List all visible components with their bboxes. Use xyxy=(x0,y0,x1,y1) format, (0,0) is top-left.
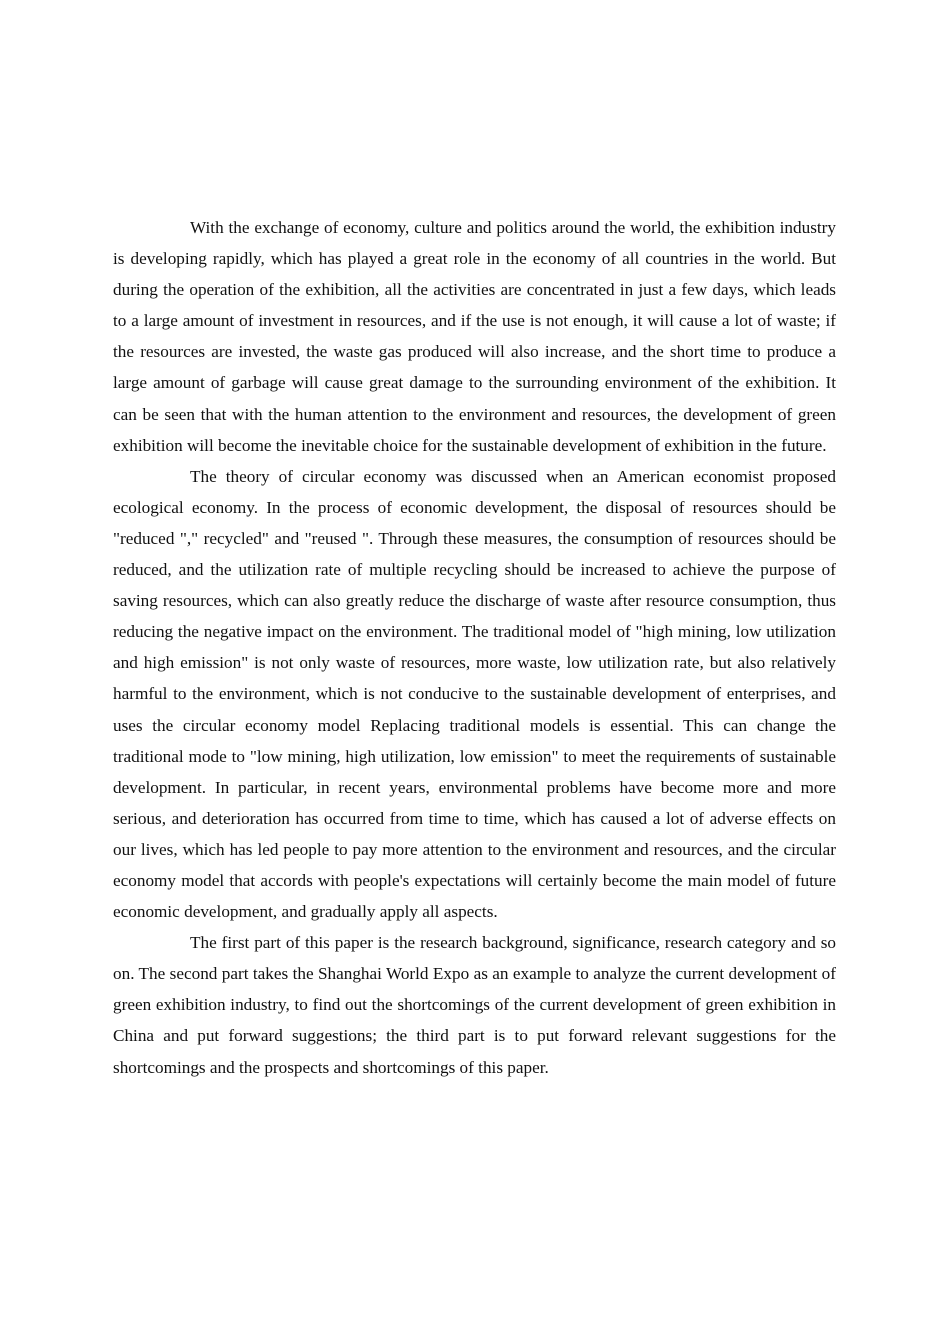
paragraph-paper-structure: The first part of this paper is the research background, significance, research category and so on. The second part takes the Shanghai World Expo as an example to analyze the current development of green exhibition industry, to find out the shortcomings of the current development of green exhibition in China and put forward suggestions; the third part is to put forward relevant suggestions for the shortcomings and the prospects and shortcomings of this paper. xyxy=(113,933,836,1077)
paragraph-intro-exhibition-industry: With the exchange of economy, culture and politics around the world, the exhibition industry is developing rapidly, which has played a great role in the economy of all countries in the world. But during the operation of the exhibition, all the activities are concentrated in just a few days, which leads to a large amount of investment in resources, and if the use is not enough, it will cause a lot of waste; if the resources are invested, the waste gas produced will also increase, and the short time to produce a large amount of garbage will cause great damage to the surrounding environment of the exhibition. It can be seen that with the human attention to the environment and resources, the development of green exhibition will become the inevitable choice for the sustainable development of exhibition in the future. xyxy=(113,218,836,455)
body-text xyxy=(113,212,836,1083)
paragraph-circular-economy-theory: The theory of circular economy was discussed when an American economist proposed ecological economy. In the process of economic development, the disposal of resources should be "reduced "," recycled" and "reused ". Through these measures, the consumption of resources should be reduced, and the utilization rate of multiple recycling should be increased to achieve the purpose of saving resources, which can also greatly reduce the discharge of waste after resource consumption, thus reducing the negative impact on the environment. The traditional model of "high mining, low utilization and high emission" is not only waste of resources, more waste, low utilization rate, but also relatively harmful to the environment, which is not conducive to the sustainable development of enterprises, and uses the circular economy model Replacing traditional models is essential. This can change the traditional mode to "low mining, high utilization, low emission" to meet the requirements of sustainable development. In particular, in recent years, environmental problems have become more and more serious, and deterioration has occurred from time to time, which has caused a lot of adverse effects on our lives, which has led people to pay more attention to the environment and resources, and the circular economy model that accords with people's expectations will certainly become the main model of future economic development, and gradually apply all aspects. xyxy=(113,466,836,922)
